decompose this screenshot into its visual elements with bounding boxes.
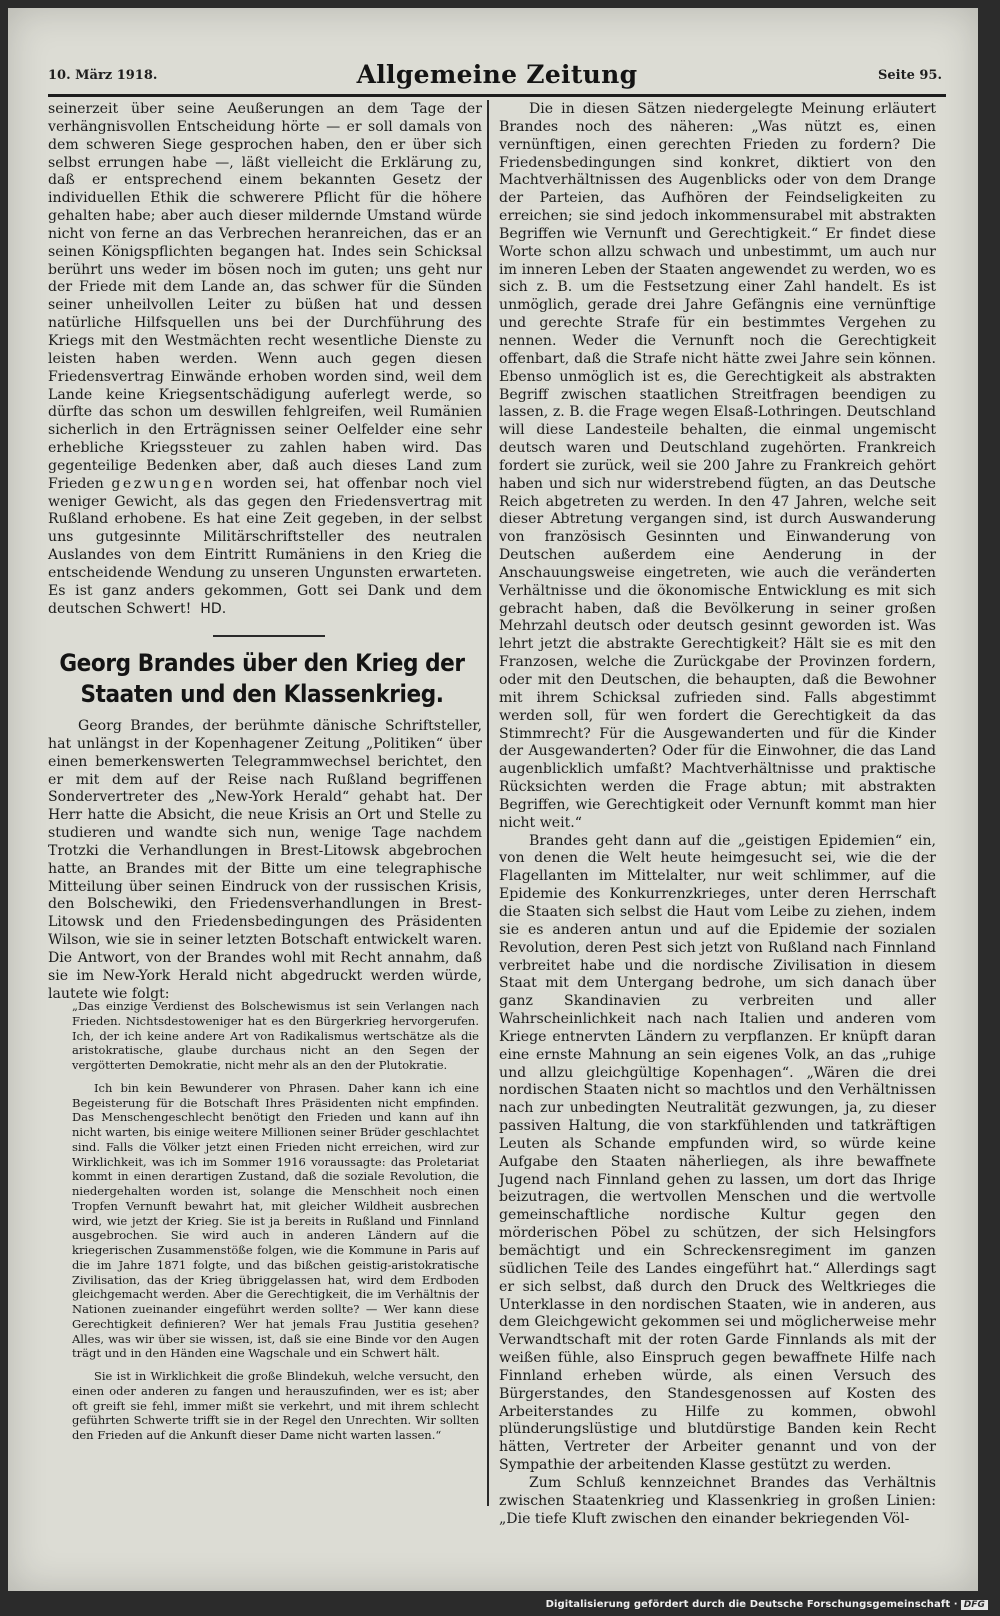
- headline-line-1: Georg Brandes über den Krieg der: [59, 649, 465, 677]
- right-paragraph-2: Brandes geht dann auf die „geistigen Epidemien“ ein, von denen die Welt heute heimgesucht sei, wie die der Flagellanten im Mittelalter, nur weit schlimmer, auf die Epidemie des Konkurrenzkrieges, unter deren Herrschaft die Staaten sich selbst die Haut vom Leibe zu ziehen, indem sie es anderen antun und auf die Epidemie der sozialen Revolution, deren Pest sich jetzt von Rußland nach Finnland verbreitet habe und die nordische Zivilisation in diesem Staat mit dem Untergang bedrohe, um sich danach über ganz Skandinavien zu verbreiten und aller Wahrscheinlichkeit nach nach Italien und anderen vom Kriege entnervten Ländern zu verpflanzen. Er knüpft daran eine ernste Mahnung an sein eigenes Volk, an das „ruhige und allzu gleichgültige Kopenhagen“. „Wären die drei nordischen Staaten nicht so machtlos und den Verhältnissen nach zur unbedingten Neutralität gezwungen, ja, zu dieser passiven Haltung, die von starkfühlenden und tatkräftigen Leuten als Schande empfunden wird, so würde keine Aufgabe den Staaten näherliegen, als ihre bewaffnete Jugend nach Finnland gehen zu lassen, um dort das Ihrige beizutragen, die wertvollen Menschen und die wertvolle gemeinschaftliche nordische Kultur gegen den mörderischen Pöbel zu schützen, der sich Helsingfors bemächtigt und ein Schreckensregiment im ganzen südlichen Teile des Landes eingeführt hat.“ Allerdings sagt er sich selbst, daß durch den Druck des Weltkrieges die Unterklasse in den nordischen Staaten, wie in anderen, aus dem Gleichgewicht gekommen sei und möglicherweise mehr Verwandtschaft mit der roten Garde Finnlands als mit der weißen fühle, also Einspruch gegen bewaffnete Hilfe nach Finnland erheben würde, als einen Versuch des Bürgerstandes, den Standesgenossen auf Kosten des Arbeiterstandes zu Hilfe zu kommen, obwohl plünderungslüstige und blutdürstige Banden kein Recht hätten, Vertreter der Arbeiter genannt und von der Sympathie der arbeitenden Klasse gestützt zu werden.: [499, 832, 936, 1474]
- article1-text-rest: worden sei, hat offenbar noch viel weniger Gewicht, als das gegen den Friedensvertrag mit Rußland erhobene. Es hat eine Zeit gegeben, in der selbst uns gutgesinnte Militärschriftsteller des neutralen Auslandes von dem Eintritt Rumäniens in den Krieg die entscheidende Wendung zu unseren Ungunsten erwarteten. Es ist ganz anders gekommen, Gott sei Dank und dem deutschen Schwert!: [48, 475, 483, 617]
- dfg-logo: DFG: [961, 1600, 988, 1610]
- signature: HD.: [200, 600, 227, 617]
- quote-paragraph-1: „Das einzige Verdienst des Bolschewismus ist sein Verlangen nach Frieden. Nichtsdestoweniger hat es den Bürgerkrieg hervorgerufen. Ich, der ich keine andere Art von Radikalismus wertschätze als die aristokratische, glaube durchaus nicht an den Segen der vergötterten Demokratie, nicht mehr als an den der Plutokratie.: [72, 999, 479, 1072]
- column-divider: [487, 100, 489, 1506]
- right-paragraph-3: Zum Schluß kennzeichnet Brandes das Verhältnis zwischen Staatenkrieg und Klassenkrieg in großen Linien: „Die tiefe Kluft zwischen den einander bekriegenden Völ-: [499, 1474, 936, 1527]
- article-body-left: [48, 718, 482, 1004]
- article-separator: [213, 635, 325, 637]
- quote-paragraph-3: Sie ist in Wirklichkeit die große Blindekuh, welche versucht, den einen oder anderen zu fangen und herauszufinden, wer es ist; aber oft greift sie fehl, immer mißt sie verkehrt, und mit ihrem schlecht geführten Schwerte trifft sie in der Regel den Unrechten. Wir sollten den Frieden auf die Ankunft dieser Dame nicht warten lassen.“: [72, 1369, 479, 1442]
- article-continuation: [48, 101, 482, 618]
- article2-intro: Georg Brandes, der berühmte dänische Schriftsteller, hat unlängst in der Kopenhagener Zeitung „Politiken“ über einen bemerkenswerten Telegrammwechsel berichtet, den er mit dem auf der Reise nach Rußland begriffenen Sondervertreter des „New-York Herald“ gehabt hat. Der Herr hatte die Absicht, die neue Krisis an Ort und Stelle zu studieren und wandte sich nun, wenige Tage nachdem Trotzki die Verhandlungen in Brest-Litowsk abgebrochen hatte, an Brandes mit der Bitte um eine telegraphische Mitteilung über seinen Eindruck von der russischen Krisis, den Bolschewiki, den Friedensverhandlungen in Brest-Litowsk und den Friedensbedingungen des Präsidenten Wilson, wie sie in seiner letzten Botschaft entwickelt waren. Die Antwort, von der Brandes wohl mit Recht annahm, daß sie im New-York Herald nicht abgedruckt werden würde, lautete wie folgt:: [48, 718, 482, 1002]
- telegram-quote: [72, 999, 479, 1451]
- article1-paragraph: [48, 101, 482, 618]
- right-paragraph-1: Die in diesen Sätzen niedergelegte Meinung erläutert Brandes noch des näheren: „Was nützt es, einen vernünftigen, einen gerechten Frieden zu fordern? Die Friedensbedingungen sind konkret, diktiert von den Machtverhältnissen des Augenblicks oder von dem Drange der Parteien, das Aufhören der Feindseligkeiten zu erreichen; sie sind jedoch inkommensurabel mit abstrakten Begriffen wie Vernunft und Gerechtigkeit.“ Er findet diese Worte schon allzu schwach und unbestimmt, um auch nur im inneren Leben der Staaten angewendet zu werden, wo es sich z. B. um die Festsetzung einer Zahl handelt. Es ist unmöglich, gerade drei Jahre Gefängnis eine vernünftige und gerechte Strafe für ein bestimmtes Vergehen zu nennen. Weder die Vernunft noch die Gerechtigkeit offenbart, daß die Strafe nicht hätte zwei Jahre sein können. Ebenso unmöglich ist es, die Gerechtigkeit als abstrakten Begriff zwischen staatlichen Streitfragen beendigen zu lassen, z. B. die Frage wegen Elsaß-Lothringen. Deutschland will diese Landesteile behalten, die einmal ungemischt deutsch waren und Deutschland zugehörten. Frankreich fordert sie zurück, weil sie 200 Jahre zu Frankreich gehört haben und sich nur widerstrebend fügten, an das Deutsche Reich abgetreten zu werden. In den 47 Jahren, welche seit dieser Abtretung vergangen sind, ist durch Auswanderung von französisch Gesinnten und Einwanderung von Deutschen außerdem eine Aenderung in der Anschauungsweise eingetreten, wie auch die veränderten Verhältnisse und die ökonomische Entwicklung es mit sich gebracht haben, daß die Bevölkerung in seiner großen Mehrzahl deutsch oder deutsch gesinnt geworden ist. Was lehrt jetzt die abstrakte Gerechtigkeit? Hält sie es mit den Franzosen, welche die Zurückgabe der Provinzen fordern, oder mit den Deutschen, die behaupten, daß die Bewohner mit ihrem Schicksal zufrieden sind. Falls abgestimmt werden soll, für wen fordert die Gerechtigkeit da das Stimmrecht? Für die Ausgewanderten und für die Kinder der Ausgewanderten? Oder für die Einwohner, die das Land augenblicklich umfaßt? Machtverhältnisse und praktische Rücksichten werden die Frage abtun; mit abstrakten Begriffen, wie Gerechtigkeit oder Vernunft kommt man hier nicht weit.“: [499, 101, 936, 831]
- spaced-word: gezwungen: [111, 475, 216, 492]
- article-body-right: [499, 101, 936, 1529]
- credit-text: Digitalisierung gefördert durch die Deutsche Forschungsgemeinschaft ·: [545, 1599, 958, 1610]
- newspaper-page: [8, 8, 978, 1591]
- masthead: Allgemeine Zeitung: [356, 60, 638, 89]
- quote-paragraph-2: Ich bin kein Bewunderer von Phrasen. Daher kann ich eine Begeisterung für die Botschaft Ihres Präsidenten nicht empfinden. Das Menschengeschlecht benötigt den Frieden und kann auf ihn nicht warten, bis einige weitere Millionen seiner Brüder geschlachtet sind. Falls die Völker jetzt einen Frieden nicht erreichen, wird zur Wirklichkeit, was ich im Sommer 1916 voraussagte: das Proletariat kommt in einen derartigen Zustand, daß die soziale Revolution, die niedergehalten worden ist, solange die Menschheit noch einen Tropfen Vernunft bewahrt hat, mit gleicher Wildheit ausbrechen wird, wie jetzt der Krieg. Sie ist ja bereits in Rußland und Finnland ausgebrochen. Sie wird auch in anderen Ländern auf die kriegerischen Zusammenstöße folgen, wie die Kommune in Paris auf die im Jahre 1871 folgte, und das bißchen geistig-aristokratische Zivilisation, das der Krieg übriggelassen hat, wird dem Erdboden gleichgemacht werden. Aber die Gerechtigkeit, die im Verhältnis der Nationen zueinander eingeführt werden sollte? — Wer kann diese Gerechtigkeit definieren? Wer hat jemals Frau Justitia gesehen? Alles, was wir über sie wissen, ist, daß sie eine Binde vor den Augen trägt und in den Händen eine Wagschale und ein Schwert hält.: [72, 1080, 479, 1361]
- page-number: Seite 95.: [877, 68, 942, 83]
- issue-date: 10. März 1918.: [48, 68, 158, 83]
- page-header: [48, 60, 946, 92]
- digitization-credit: [546, 1599, 988, 1610]
- article1-text: seinerzeit über seine Aeußerungen an dem Tage der verhängnisvollen Entscheidung hörte — er soll damals von dem schweren Siege gesprochen haben, den er über sich selbst errungen habe —, läßt vielleicht die Erklärung zu, daß er entsprechend einem bekannten Gesetz der individuellen Ethik die schwerere Pflicht für die höhere gehalten habe; aber auch dieser mildernde Umstand würde nicht von ferne an das Verbrechen heranreichen, das er an seinen Königspflichten begangen hat. Indes sein Schicksal berührt uns weder im bösen noch im guten; uns geht nur der Friede mit dem Lande an, das schwer für die Sünden seiner unheilvollen Leiter zu büßen hat und dessen natürliche Hilfsquellen uns bei der Durchführung des Kriegs mit den Westmächten recht wesentliche Dienste zu leisten haben werden. Wenn auch gegen diesen Friedensvertrag Einwände erhoben worden sind, weil dem Lande keine Kriegsentschädigung auferlegt werde, so dürfte das schon um deswillen fehlgreifen, weil Rumänien sicherlich in den Erträgnissen seiner Oelfelder eine sehr erhebliche Kriegssteuer zu zahlen haben wird. Das gegenteilige Bedenken aber, daß auch dieses Land zum Frieden: [48, 101, 482, 492]
- headline-line-2: Staaten und den Klassenkrieg.: [80, 680, 444, 708]
- article-headline: [42, 648, 482, 710]
- header-rule: [48, 94, 946, 97]
